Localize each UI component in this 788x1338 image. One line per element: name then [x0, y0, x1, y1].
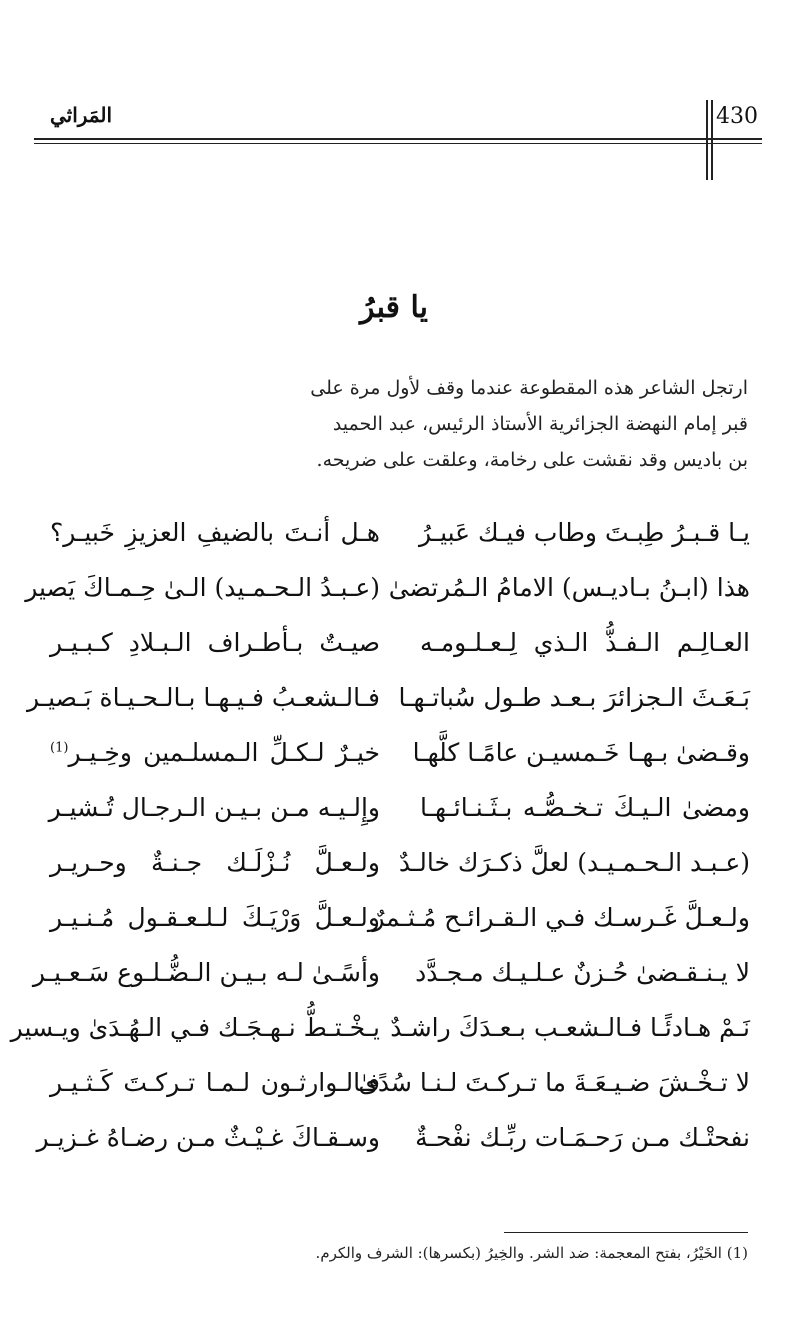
first-hemistich: نَـمْ هـادئًـا فـالـشعـب بـعـدَكَ راشـدٌ [390, 1013, 750, 1042]
verse [50, 505, 750, 560]
verse [50, 725, 750, 780]
poem-title: يا قبرُ [360, 290, 428, 325]
second-hemistich: فـالـوارثـون لـمـا تـركـتَ كَـثـيـر [50, 1068, 380, 1097]
second-hemistich: ولـعـلَّ نُـزْلَـك جـنـةٌ وحـريـر [50, 848, 380, 877]
header-rule [34, 138, 762, 140]
header-vertical-rule [711, 100, 713, 180]
hemistich-text: خيـرٌ لـكـلِّ الـمسلـمين وخِـيـر [68, 738, 380, 767]
poem-introduction [64, 370, 748, 478]
header-rule-secondary [34, 143, 762, 144]
header-vertical-rule [706, 100, 708, 180]
first-hemistich: ومضىٰ الـيـكَ تـخـصُّـه بـثَـنـائـهـا [420, 793, 750, 822]
verse [32, 945, 750, 1000]
intro-line: قبر إمام النهضة الجزائرية الأستاذ الرئيس، عبد الحميد [332, 413, 748, 435]
verse [10, 1000, 750, 1055]
verse [26, 670, 750, 725]
first-hemistich: هذا (ابـنُ بـاديـس) الامامُ الـمُرتضىٰ [388, 573, 750, 602]
first-hemistich: (عـبـد الـحـمـيـد) لعلَّ ذكـرَك خالـدٌ [398, 848, 750, 877]
first-hemistich: العـالِـم الـفـذُّ الـذي لِـعـلـومـه [420, 628, 750, 657]
second-hemistich: وإِلـيـه مـن بـيـن الـرجـال تُـشيـر [48, 793, 380, 822]
first-hemistich: بَـعَـثَ الـجزائرَ بـعـد طـول سُباتـهـا [398, 683, 750, 712]
second-hemistich: ولـعـلَّ وَرْيَـكَ لـلـعـقـول مُـنـيـر [50, 903, 380, 932]
intro-line: بن باديس وقد نقشت على رخامة، وعلقت على ضريحه. [316, 449, 748, 471]
footnote: (1) الخَيْرُ، بفتح المعجمة: ضد الشر. والخِيرُ (بكسرها): الشرف والكرم. [315, 1244, 748, 1262]
footnote-rule [504, 1232, 748, 1233]
second-hemistich: هـل أنـتَ بالضيفِ العزيزِ خَبيـر؟ [50, 518, 380, 547]
first-hemistich: لا تـخْـشَ ضـيـعَـةَ ما تـركـتَ لـنـا سُدًىٰ [358, 1068, 750, 1097]
poem-verses [10, 505, 750, 1165]
verse [36, 1110, 750, 1165]
footnote-marker: (1) [50, 740, 69, 756]
first-hemistich: ولـعـلَّ غَـرسـك فـي الـقـرائـح مُـثـمرٌ [372, 903, 750, 932]
second-hemistich: وأسًـىٰ لـه بـيـن الـضُّـلـوع سَـعـيـر [32, 958, 380, 987]
verse [50, 615, 750, 670]
second-hemistich: صيـتٌ بـأطـراف الـبـلادِ كـبـيـر [50, 628, 380, 657]
first-hemistich: نفحتْـك مـن رَحـمَـات ربِّـك نفْحـةٌ [415, 1123, 750, 1152]
second-hemistich: فـالـشعـبُ فـيـهـا بـالـحـيـاة بَـصيـر [26, 683, 380, 712]
running-title: المَراثي [49, 103, 112, 127]
first-hemistich: لا يـنـقـضىٰ حُـزنٌ عـلـيـك مـجـدَّد [415, 958, 750, 987]
verse [50, 890, 750, 945]
verse [50, 835, 750, 890]
second-hemistich: (عـبـدُ الـحـمـيد) الـىٰ حِـمـاكَ يَصير [25, 573, 380, 602]
page-number: 430 [716, 104, 758, 129]
second-hemistich: يـخْـتـطُّ نـهـجَـك فـي الـهُـدَىٰ ويـسير [10, 1013, 380, 1042]
verse [25, 560, 750, 615]
verse [50, 1055, 750, 1110]
second-hemistich [50, 738, 380, 767]
first-hemistich: يـا قـبـرُ طِبـتَ وطاب فيـك عَبيـرُ [418, 518, 750, 547]
first-hemistich: وقـضىٰ بـهـا خَـمسيـن عامًـا كلَّهـا [412, 738, 750, 767]
second-hemistich: وسـقـاكَ غـيْـثٌ مـن رضـاهُ غـزيـر [36, 1123, 380, 1152]
verse [50, 780, 750, 835]
intro-line: ارتجل الشاعر هذه المقطوعة عندما وقف لأول مرة على [310, 377, 748, 399]
